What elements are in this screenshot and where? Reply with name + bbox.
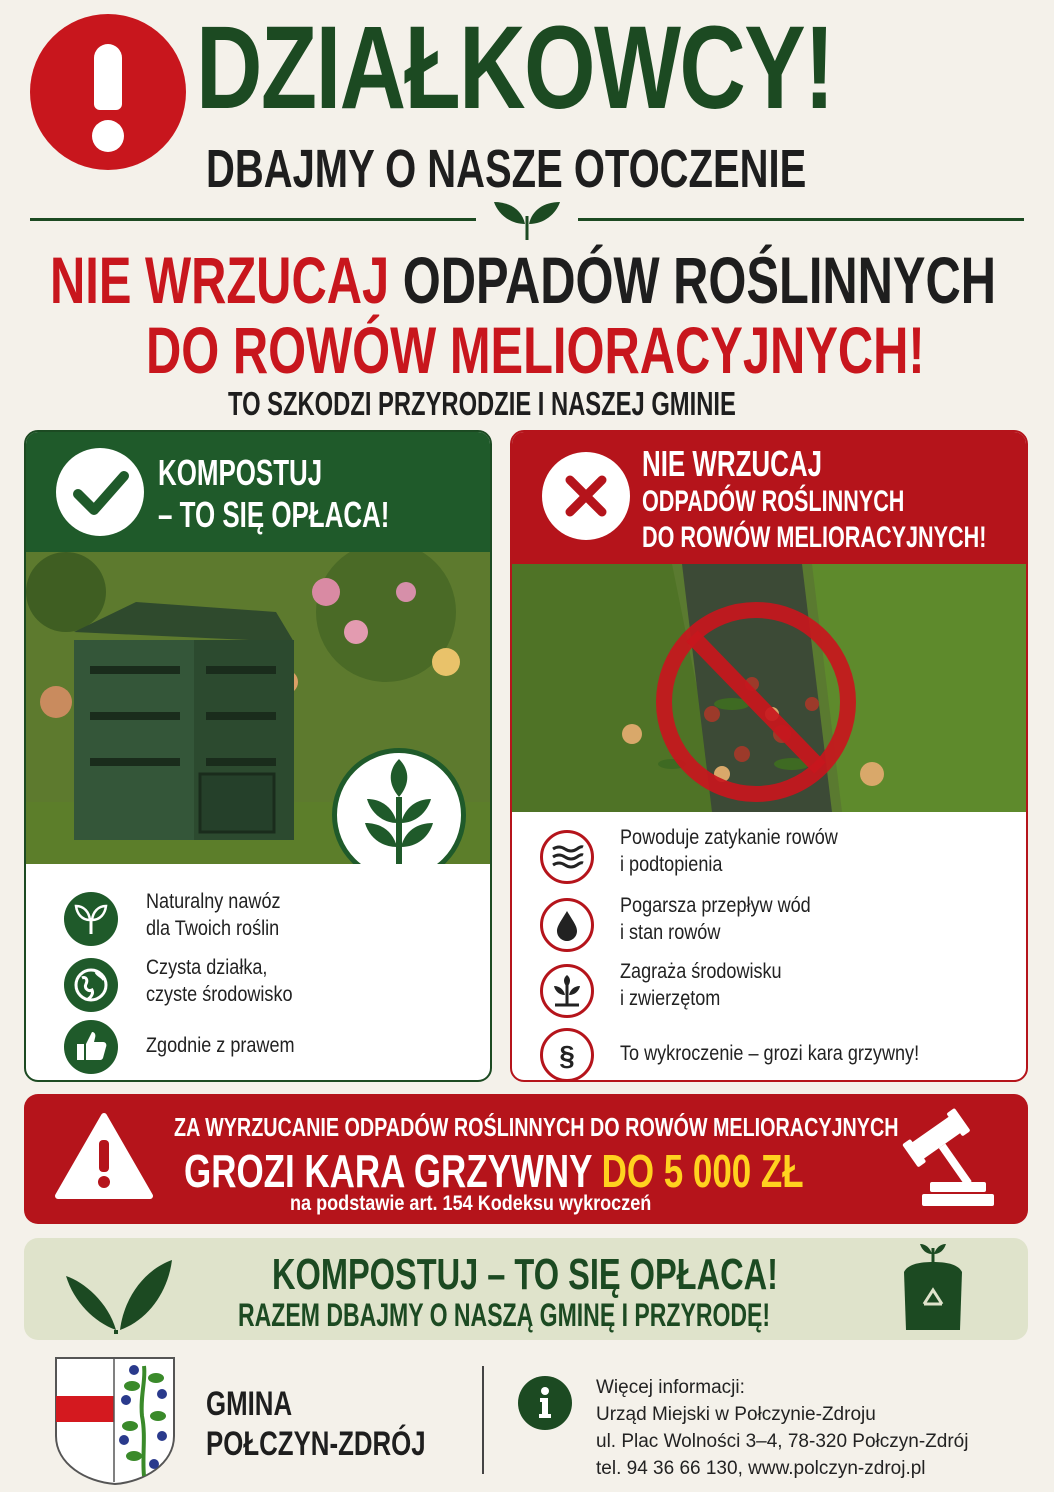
water-waves-icon <box>540 830 594 884</box>
ban-panel-header <box>512 432 1026 564</box>
list-item: Zagraża środowisku i zwierzętom <box>512 958 1026 1018</box>
compost-panel <box>24 430 492 1082</box>
sprout-icon <box>64 892 118 946</box>
divider-left <box>30 218 476 221</box>
x-mark-icon <box>542 452 630 540</box>
municipality-name: GMINA POŁCZYN-ZDRÓJ <box>206 1385 426 1463</box>
svg-text:§: § <box>559 1040 575 1071</box>
leaves-divider-icon <box>480 198 574 242</box>
checkmark-icon <box>56 448 144 536</box>
list-item: Pogarsza przepływ wód i stan rowów <box>512 892 1026 952</box>
list-item: Naturalny nawóz dla Twoich roślin <box>26 886 490 946</box>
ban-panel-title-line2: ODPADÓW ROŚLINNYCH <box>642 485 905 518</box>
water-drop-icon <box>540 898 594 952</box>
contact-address: ul. Plac Wolności 3–4, 78-320 Połczyn-Zdrój <box>596 1431 969 1452</box>
leaves-icon <box>64 1242 174 1336</box>
compost-panel-header <box>26 432 490 552</box>
gavel-icon <box>896 1108 1002 1210</box>
ban-panel-title-line3: DO ROWÓW MELIORACYJNYCH! <box>642 521 987 554</box>
compost-line2: RAZEM DBAJMY O NASZĄ GMINĘ I PRZYRODĘ! <box>238 1297 771 1333</box>
globe-icon <box>64 958 118 1012</box>
list-item: Czysta działka, czyste środowisko <box>26 952 490 1012</box>
ditch-waste-photo <box>512 564 1026 812</box>
compost-bin-photo <box>26 552 490 864</box>
page-title: DZIAŁKOWCY! <box>196 2 834 134</box>
compost-bin-icon <box>898 1242 968 1334</box>
list-item: § To wykroczenie – grozi kara grzywny! <box>512 1024 1026 1082</box>
list-item: Zgodnie z prawem <box>26 1016 490 1076</box>
list-item: Powoduje zatykanie rowów i podtopienia <box>512 824 1026 884</box>
fine-legal-basis: na podstawie art. 154 Kodeksu wykroczeń <box>290 1192 652 1215</box>
compost-panel-title-line1: KOMPOSTUJ <box>158 452 323 493</box>
leaf-badge-icon <box>332 748 466 864</box>
contact-title: Więcej informacji: <box>596 1377 745 1398</box>
fine-line1: ZA WYRZUCANIE ODPADÓW ROŚLINNYCH DO ROWÓW MELIORACYJNYCH <box>174 1112 899 1142</box>
benefits-list <box>26 864 490 1082</box>
exclamation-icon <box>30 14 186 170</box>
ban-panel <box>510 430 1028 1082</box>
warning-icon <box>54 1110 154 1202</box>
paragraph-icon <box>540 1028 594 1082</box>
divider-right <box>578 218 1024 221</box>
footer-divider <box>482 1366 484 1474</box>
harms-list <box>512 812 1026 1082</box>
headline-line1: NIE WRZUCAJ ODPADÓW ROŚLINNYCH <box>50 243 997 317</box>
compost-line1: KOMPOSTUJ – TO SIĘ OPŁACA! <box>272 1250 778 1299</box>
page-subtitle: DBAJMY O NASZE OTOCZENIE <box>206 139 807 199</box>
contact-phone-web: tel. 94 36 66 130, www.polczyn-zdroj.pl <box>596 1458 926 1479</box>
headline-line2: DO ROWÓW MELIORACYJNYCH! <box>146 313 925 387</box>
contact-office: Urząd Miejski w Połczynie-Zdroju <box>596 1404 876 1425</box>
fine-line2: GROZI KARA GRZYWNY DO 5 000 ZŁ <box>184 1145 804 1197</box>
headline-line3: TO SZKODZI PRZYRODZIE I NASZEJ GMINIE <box>228 385 736 422</box>
plant-icon <box>540 964 594 1018</box>
ban-panel-title-line1: NIE WRZUCAJ <box>642 443 822 484</box>
fine-amount: DO 5 000 ZŁ <box>601 1145 804 1197</box>
compost-panel-title-line2: – TO SIĘ OPŁACA! <box>158 494 390 535</box>
fine-banner <box>24 1094 1028 1224</box>
compost-banner <box>24 1238 1028 1340</box>
contact-info <box>596 1374 968 1482</box>
info-icon <box>518 1376 572 1430</box>
coat-of-arms-logo <box>54 1356 176 1486</box>
thumbs-up-icon <box>64 1020 118 1074</box>
